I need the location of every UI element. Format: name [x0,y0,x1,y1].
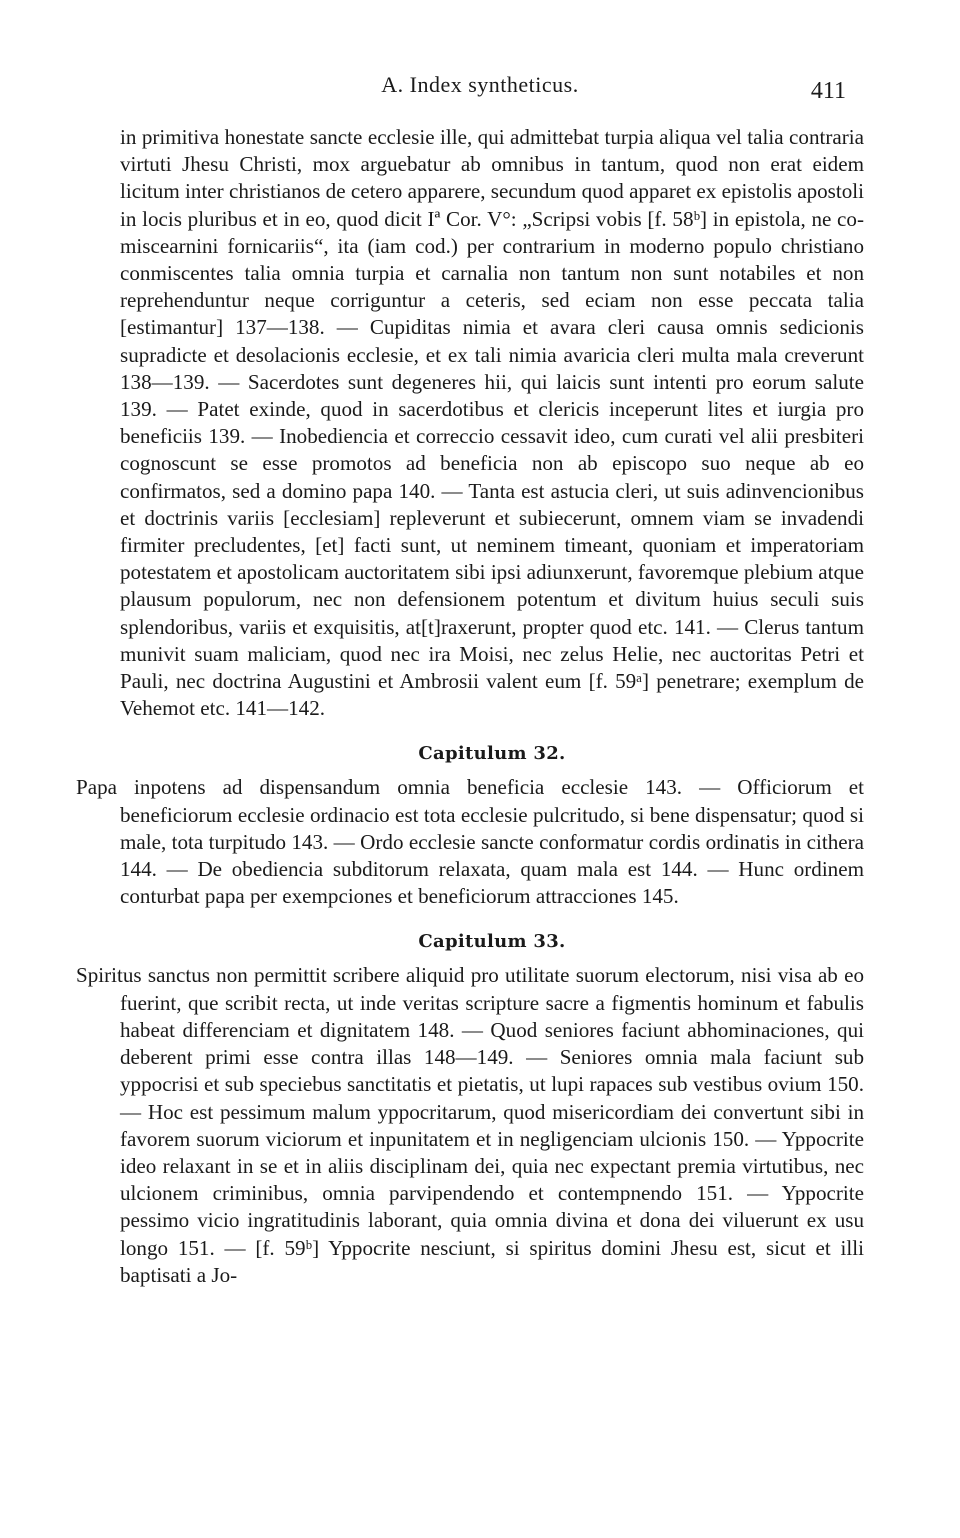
intro-paragraph: in primitiva honestate sancte ecclesie ille, qui admittebat turpia aliqua vel talia contraria virtuti Jhesu Christi, mox arguebatur ab omnibus in tantum, quod non erat eidem licitum inter christianos de cetero apparere, secundum quod apparet ex epistolis apostoli in locis pluribus et in eo, quod dicit Iª Cor. V°: „Scripsi vobis [f. 58ᵇ] in epistola, ne comiscearnini fornicariis“, ita (iam cod.) per contrarium in moderno populo christiano conmiscentes talia omnia turpia et carnalia non tantum non sunt notabiles et non reprehenduntur neque corriguntur a ceteris, sed eciam non esse peccata talia [estimantur] 137—138. — Cupiditas nimia et avara cleri causa omnis sedicionis supradicte et desolacionis ecclesie, et ex tali nimia avaricia cleri multa mala creverunt 138—139. — Sacerdotes sunt degeneres hii, qui laicis sunt intenti pro eorum salute 139. — Patet exinde, quod in sacerdotibus et clericis inceperunt lites et iurgia pro beneficiis 139. — Inobediencia et correccio cessavit ideo, cum curati vel alii presbiteri cognoscunt se esse promotos ad beneficia non ab episcopo suo neque ab eo confirmatos, sed a domino papa 140. — Tanta est astucia cleri, ut suis adinvencionibus et doctrinis variis [ecclesiam] repleverunt et subiecerunt, omnem viam se invadendi firmiter precludentes, [et] facti sunt, ut neminem timeant, quoniam et imperatoriam potestatem et apostolicam auctoritatem sibi ipsi adiunxerunt, favoremque plebium atque plausum populorum, nec non defensionem potentum et divitum huius seculi suis splendoribus, variis et exquisitis, at[t]raxerunt, propter quod etc. 141. — Clerus tantum munivit suam maliciam, quod nec ira Moisi, nec zelus Helie, nec auctoritas Petri et Pauli, nec doctrina Augustini et Ambrosii valent eum [f. 59ᵃ] penetrare; exemplum de Vehemot etc. 141—142. [120,125,864,721]
chapter-32-text: Papa inpotens ad dispensandum omnia beneficia ecclesie 143. — Officiorum et beneficiorum ecclesie ordinacio est tota ecclesie pulcritudo, si bene dispensatur; quod si male, tota turpitudo 143. — Ordo ecclesie sancte conformatur cordis ordinatis in cithera 144. — De obediencia subditorum relaxata, quam mala est 144. — Hunc ordinem conturbat papa per exempciones et beneficiorum attracciones 145. [76,775,864,909]
chapter-heading-32: Capitulum 32. [418,743,566,765]
running-head [120,72,846,106]
chapter-heading-33: Capitulum 33. [418,931,566,953]
page-number: 411 [810,78,846,104]
chapter-33-text: Spiritus sanctus non permittit scribere aliquid pro utilitate suorum electorum, nisi visa ab eo fuerint, que scribit recta, ut inde veritas scripture sacre a figmentis hominum et fabulis habeat differenciam et dignitatem 148. — Quod seniores faciunt abhominaciones, qui deberent primi esse contra illas 148—149. — Seniores omnia mala faciunt sub yppocrisi et sub speciebus sanctitatis et pietatis, ut lupi rapaces sub vestibus ovium 150. — Hoc est pessimum malum yppocritarum, quod misericordiam dei convertunt sibi in favorem suorum viciorum et inpunitatem et in negligenciam ulcionis 150. — Yppocrite ideo relaxant in se et in aliis disciplinam dei, quia nec expectant premia virtutibus, nec ulcionem criminibus, omnia parvipendendo et contempnendo 151. — Yppocrite pessimo vicio ingratitudinis laborant, quia omnia divina et dona dei viluerunt ex usu longo 151. — [f. 59ᵇ] Yppocrite nesciunt, si spiritus domini Jhesu est, sicut et illi baptisati a Jo- [76,963,864,1287]
running-title: A. Index syntheticus. [381,72,579,97]
body-text [76,124,864,1289]
